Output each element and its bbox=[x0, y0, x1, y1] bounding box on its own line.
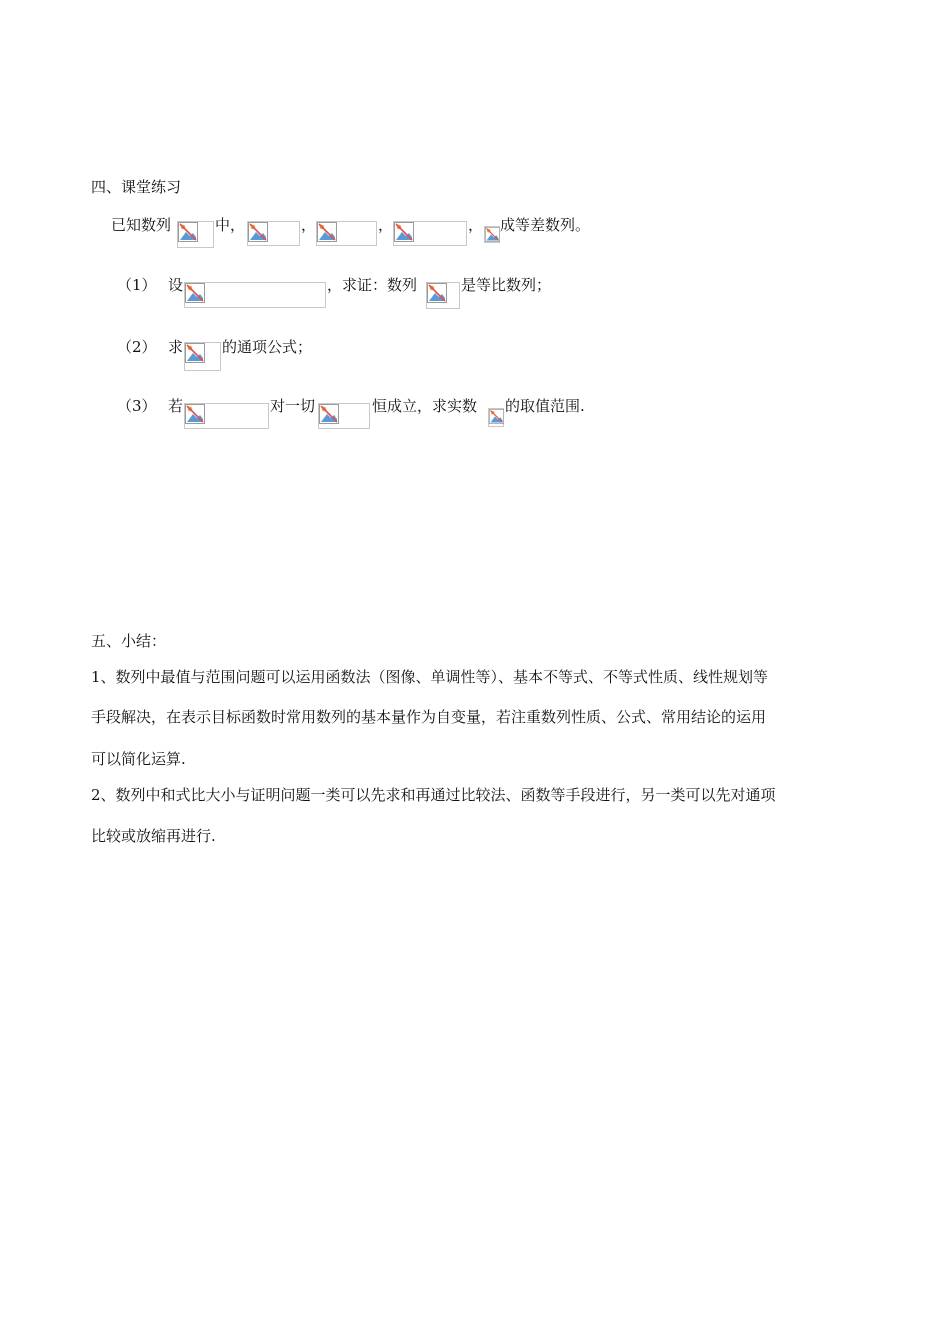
broken-image-icon bbox=[427, 283, 447, 303]
q2-text-a: 求 bbox=[168, 338, 184, 356]
question-number-3: （3） bbox=[117, 397, 157, 415]
q1-text-a: 设 bbox=[168, 276, 184, 294]
intro-suffix-text: 成等差数列。 bbox=[500, 216, 591, 234]
q3-text-b: 对一切 bbox=[270, 397, 316, 415]
broken-image-icon bbox=[489, 409, 504, 424]
formula-image-placeholder bbox=[488, 408, 504, 427]
formula-image-placeholder bbox=[318, 403, 370, 429]
broken-image-icon bbox=[248, 222, 268, 242]
formula-image-placeholder bbox=[393, 221, 467, 246]
question-number-1: （1） bbox=[117, 276, 157, 294]
intro-comma-text: ， bbox=[378, 216, 394, 234]
broken-image-icon bbox=[317, 222, 337, 242]
q3-text-a: 若 bbox=[168, 397, 184, 415]
broken-image-icon bbox=[185, 283, 205, 303]
formula-image-placeholder bbox=[184, 403, 269, 429]
summary-p2-line-1: 2、数列中和式比大小与证明问题一类可以先求和再通过比较法、函数等手段进行，另一类可以先对通项 bbox=[91, 786, 776, 804]
broken-image-icon bbox=[185, 404, 205, 424]
formula-image-placeholder bbox=[184, 282, 326, 308]
q1-text-b: ，求证：数列 bbox=[327, 276, 418, 294]
summary-p1-line-2: 手段解决，在表示目标函数时常用数列的基本量作为自变量，若注重数列性质、公式、常用结论的运用 bbox=[91, 708, 767, 726]
q3-text-d: 的取值范围. bbox=[505, 397, 585, 415]
q2-text-b: 的通项公式； bbox=[222, 338, 313, 356]
question-number-2: （2） bbox=[117, 338, 157, 356]
intro-comma-text: ， bbox=[301, 216, 317, 234]
intro-prefix-text: 已知数列 bbox=[111, 216, 172, 234]
formula-image-placeholder bbox=[484, 226, 500, 243]
broken-image-icon bbox=[394, 222, 414, 242]
formula-image-placeholder bbox=[184, 342, 221, 371]
summary-p2-line-2: 比较或放缩再进行. bbox=[91, 827, 216, 845]
q1-text-c: 是等比数列； bbox=[461, 276, 552, 294]
summary-p1-line-1: 1、数列中最值与范围问题可以运用函数法（图像、单调性等）、基本不等式、不等式性质、线性规划等 bbox=[91, 668, 769, 686]
broken-image-icon bbox=[178, 222, 198, 242]
q3-text-c: 恒成立，求实数 bbox=[372, 397, 478, 415]
formula-image-placeholder bbox=[316, 221, 377, 246]
broken-image-icon bbox=[485, 227, 500, 242]
summary-p1-line-3: 可以简化运算. bbox=[91, 750, 186, 768]
section-heading-practice: 四、课堂练习 bbox=[91, 178, 182, 196]
broken-image-icon bbox=[185, 343, 205, 363]
formula-image-placeholder bbox=[177, 221, 214, 248]
section-heading-summary: 五、小结： bbox=[91, 632, 167, 650]
broken-image-icon bbox=[319, 404, 339, 424]
intro-comma-text: ， bbox=[468, 216, 484, 234]
formula-image-placeholder bbox=[426, 282, 460, 309]
formula-image-placeholder bbox=[247, 221, 300, 246]
intro-mid-text: 中， bbox=[215, 216, 246, 234]
